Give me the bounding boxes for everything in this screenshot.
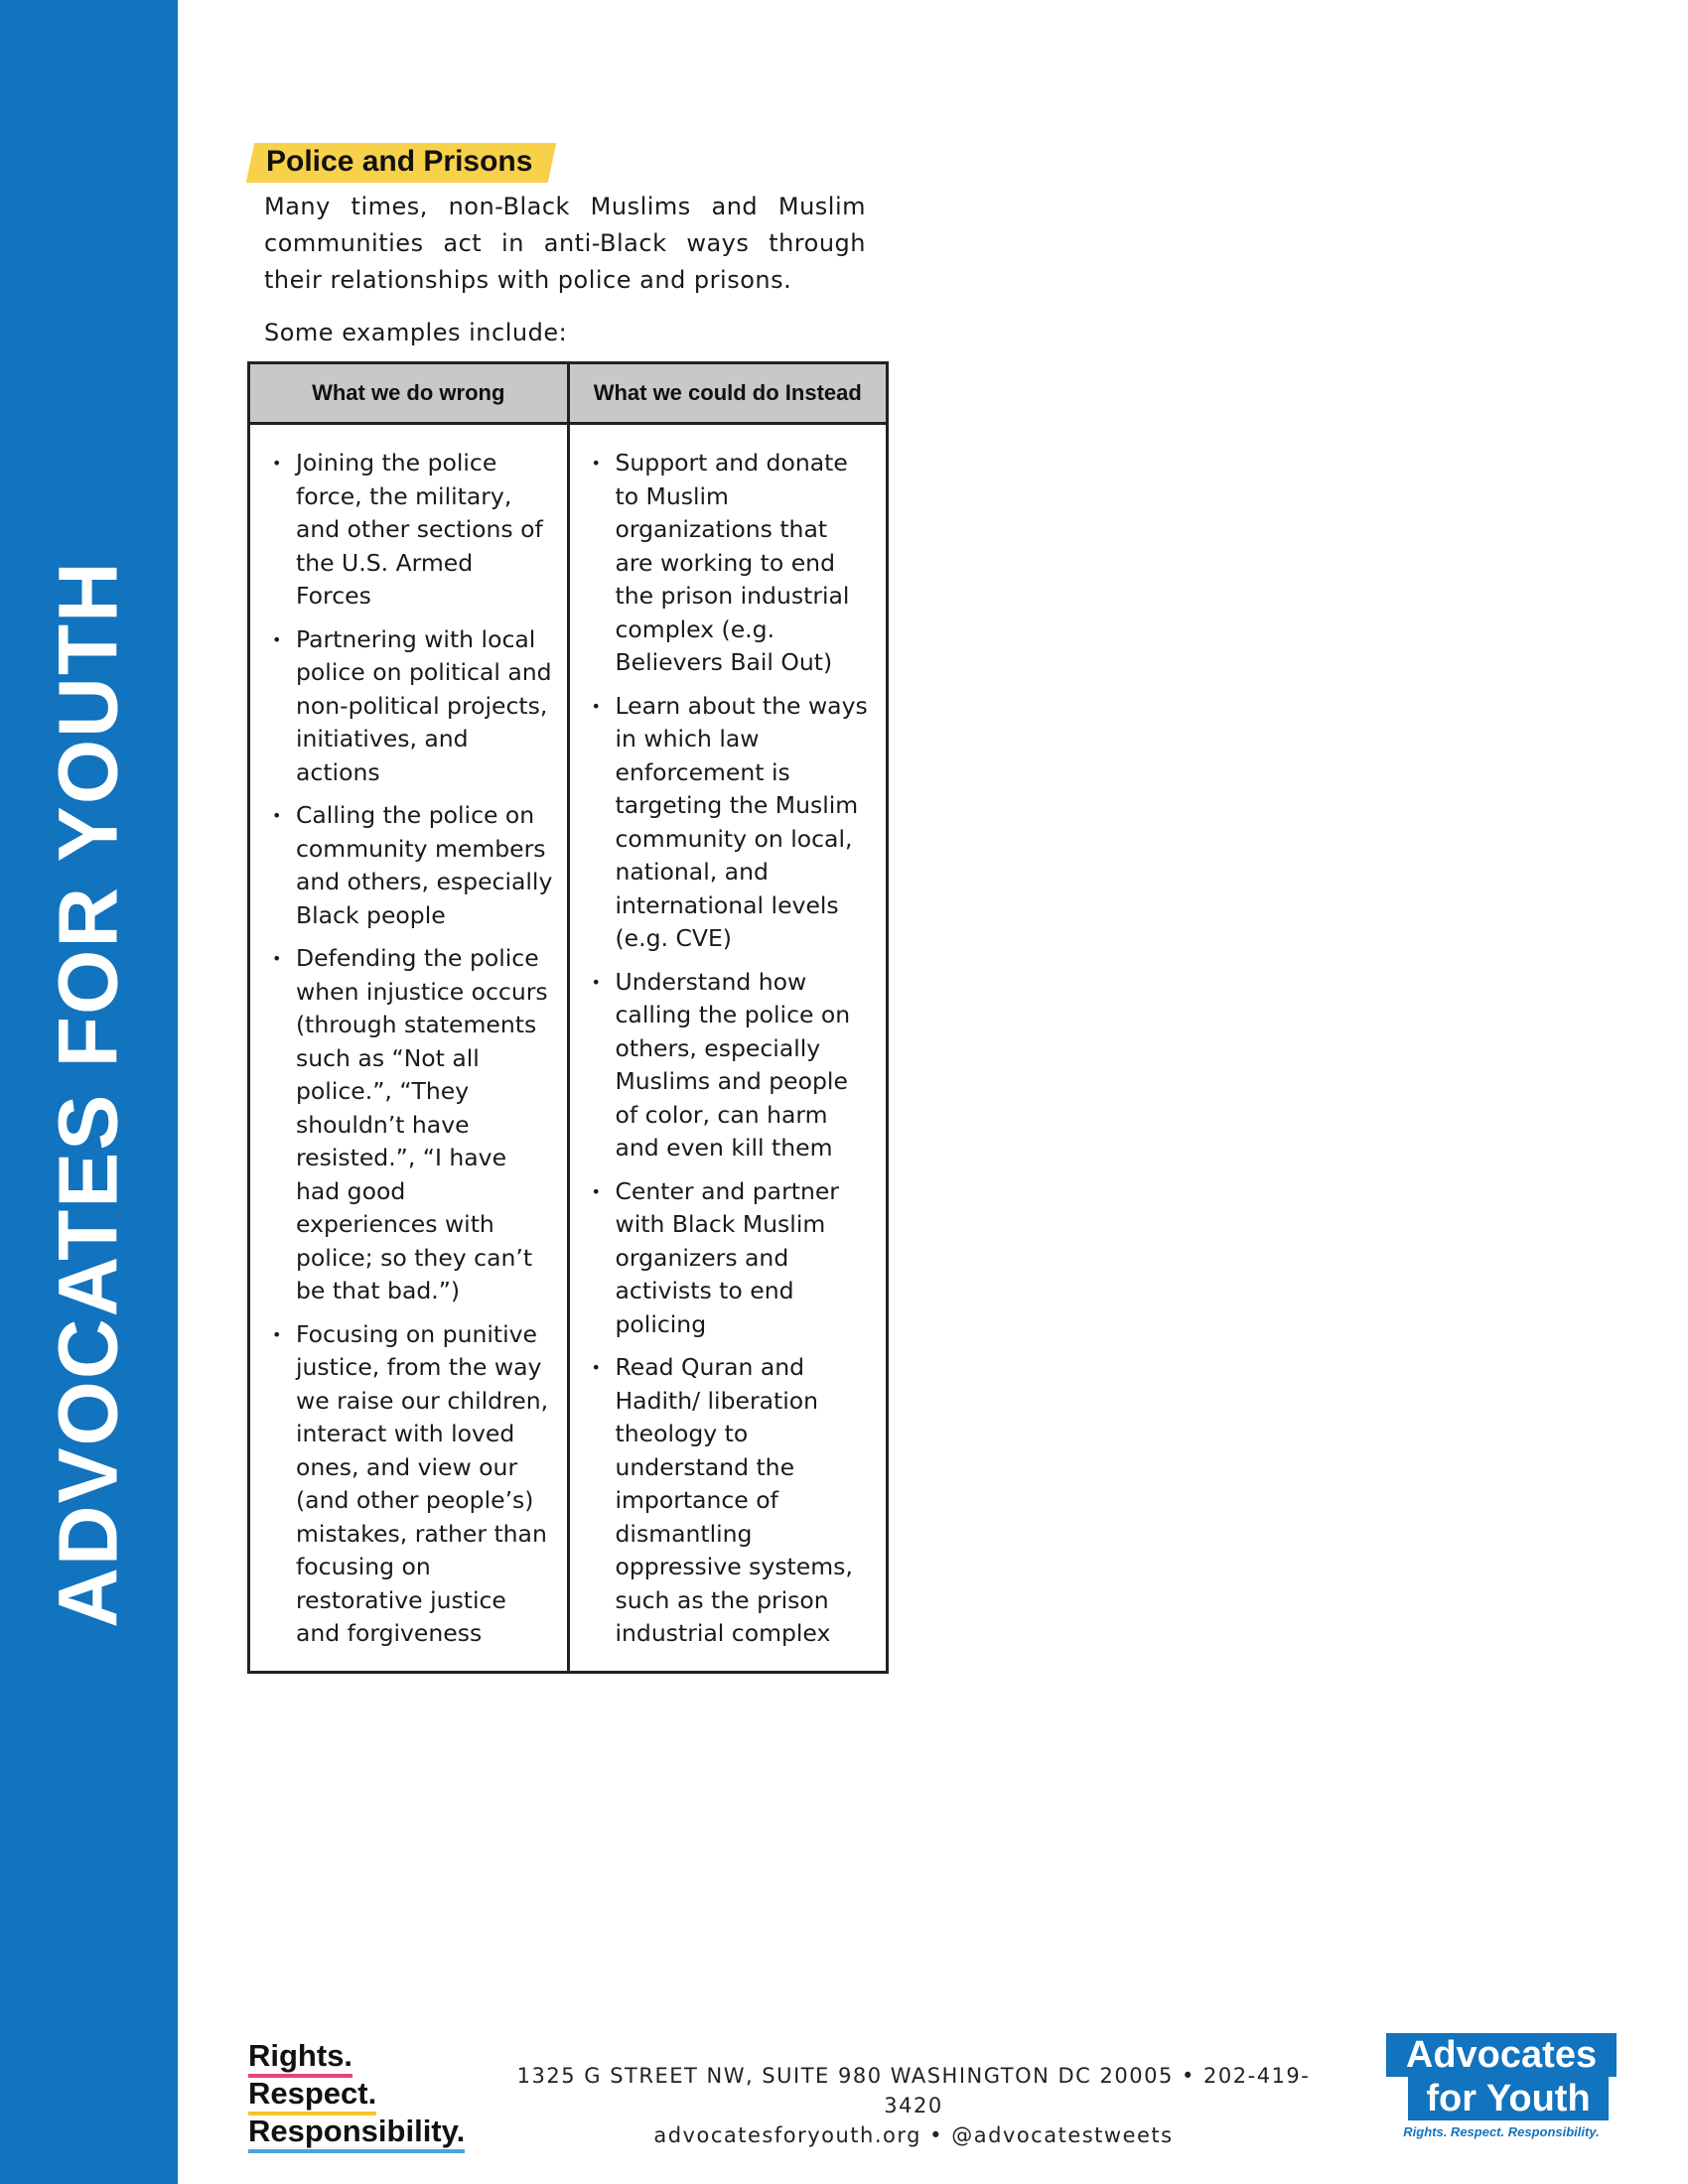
intro-paragraph: Many times, non-Black Muslims and Muslim communities act in anti-Black ways through their relationships with police and prisons. [264, 193, 866, 294]
list-item: • Read Quran and Hadith/ liberation theology to understand the importance of dismantling oppressive systems, such as the prison industrial complex [616, 1351, 873, 1651]
list-item: • Learn about the ways in which law enforcement is targeting the Muslim community on local, national, and international levels (e.g. CVE) [616, 690, 873, 956]
list-item: • Understand how calling the police on others, especially Muslims and people of color, can harm and even kill them [616, 966, 873, 1165]
logo-tagline: Rights. Respect. Responsibility. [1403, 2124, 1600, 2139]
web-line[interactable]: advocatesforyouth.org • @advocatestweets [653, 2123, 1174, 2147]
list-item: • Calling the police on community members and others, especially Black people [296, 799, 553, 932]
list-item: • Focusing on punitive justice, from the way we raise our children, interact with loved ones, and view our (and other people’s) mistakes, rather than focusing on restorative justice and forgiveness [296, 1318, 553, 1651]
table-header-wrong: What we do wrong [249, 363, 569, 424]
section-title: Police and Prisons [250, 139, 548, 183]
column-instead [568, 424, 888, 1673]
sidebar-band [0, 0, 178, 2184]
section-title-wrap [248, 139, 884, 183]
slogan-responsibility: Responsibility. [248, 2114, 465, 2153]
address-line: 1325 G STREET NW, SUITE 980 WASHINGTON DC 20005 • 202-419-3420 [516, 2064, 1311, 2117]
logo-line1: Advocates [1386, 2033, 1617, 2077]
footer-slogan [248, 2037, 465, 2150]
logo-line2: for Youth [1408, 2077, 1609, 2120]
advocates-logo [1386, 2033, 1617, 2139]
list-item: • Support and donate to Muslim organizations that are working to end the prison industrial complex (e.g. Believers Bail Out) [616, 447, 873, 680]
slogan-respect: Respect. [248, 2076, 376, 2116]
sidebar-title: ADVOCATES FOR YOUTH [41, 560, 135, 1628]
table-header-instead: What we could do Instead [568, 363, 888, 424]
column-wrong [249, 424, 569, 1673]
comparison-table [247, 361, 889, 1674]
footer-address [506, 2061, 1321, 2150]
list-item: • Defending the police when injustice occurs (through statements such as “Not all police.”, “They shouldn’t have resisted.”, “I have had good experiences with police; so they can’t be that bad.”) [296, 942, 553, 1308]
list-item: • Joining the police force, the military, and other sections of the U.S. Armed Forces [296, 447, 553, 614]
list-item: • Partnering with local police on political and non-political projects, initiatives, and actions [296, 623, 553, 790]
main-content [248, 139, 884, 351]
slogan-rights: Rights. [248, 2038, 352, 2078]
examples-label: Some examples include: [264, 319, 568, 346]
list-item: • Center and partner with Black Muslim organizers and activists to end policing [616, 1175, 873, 1342]
